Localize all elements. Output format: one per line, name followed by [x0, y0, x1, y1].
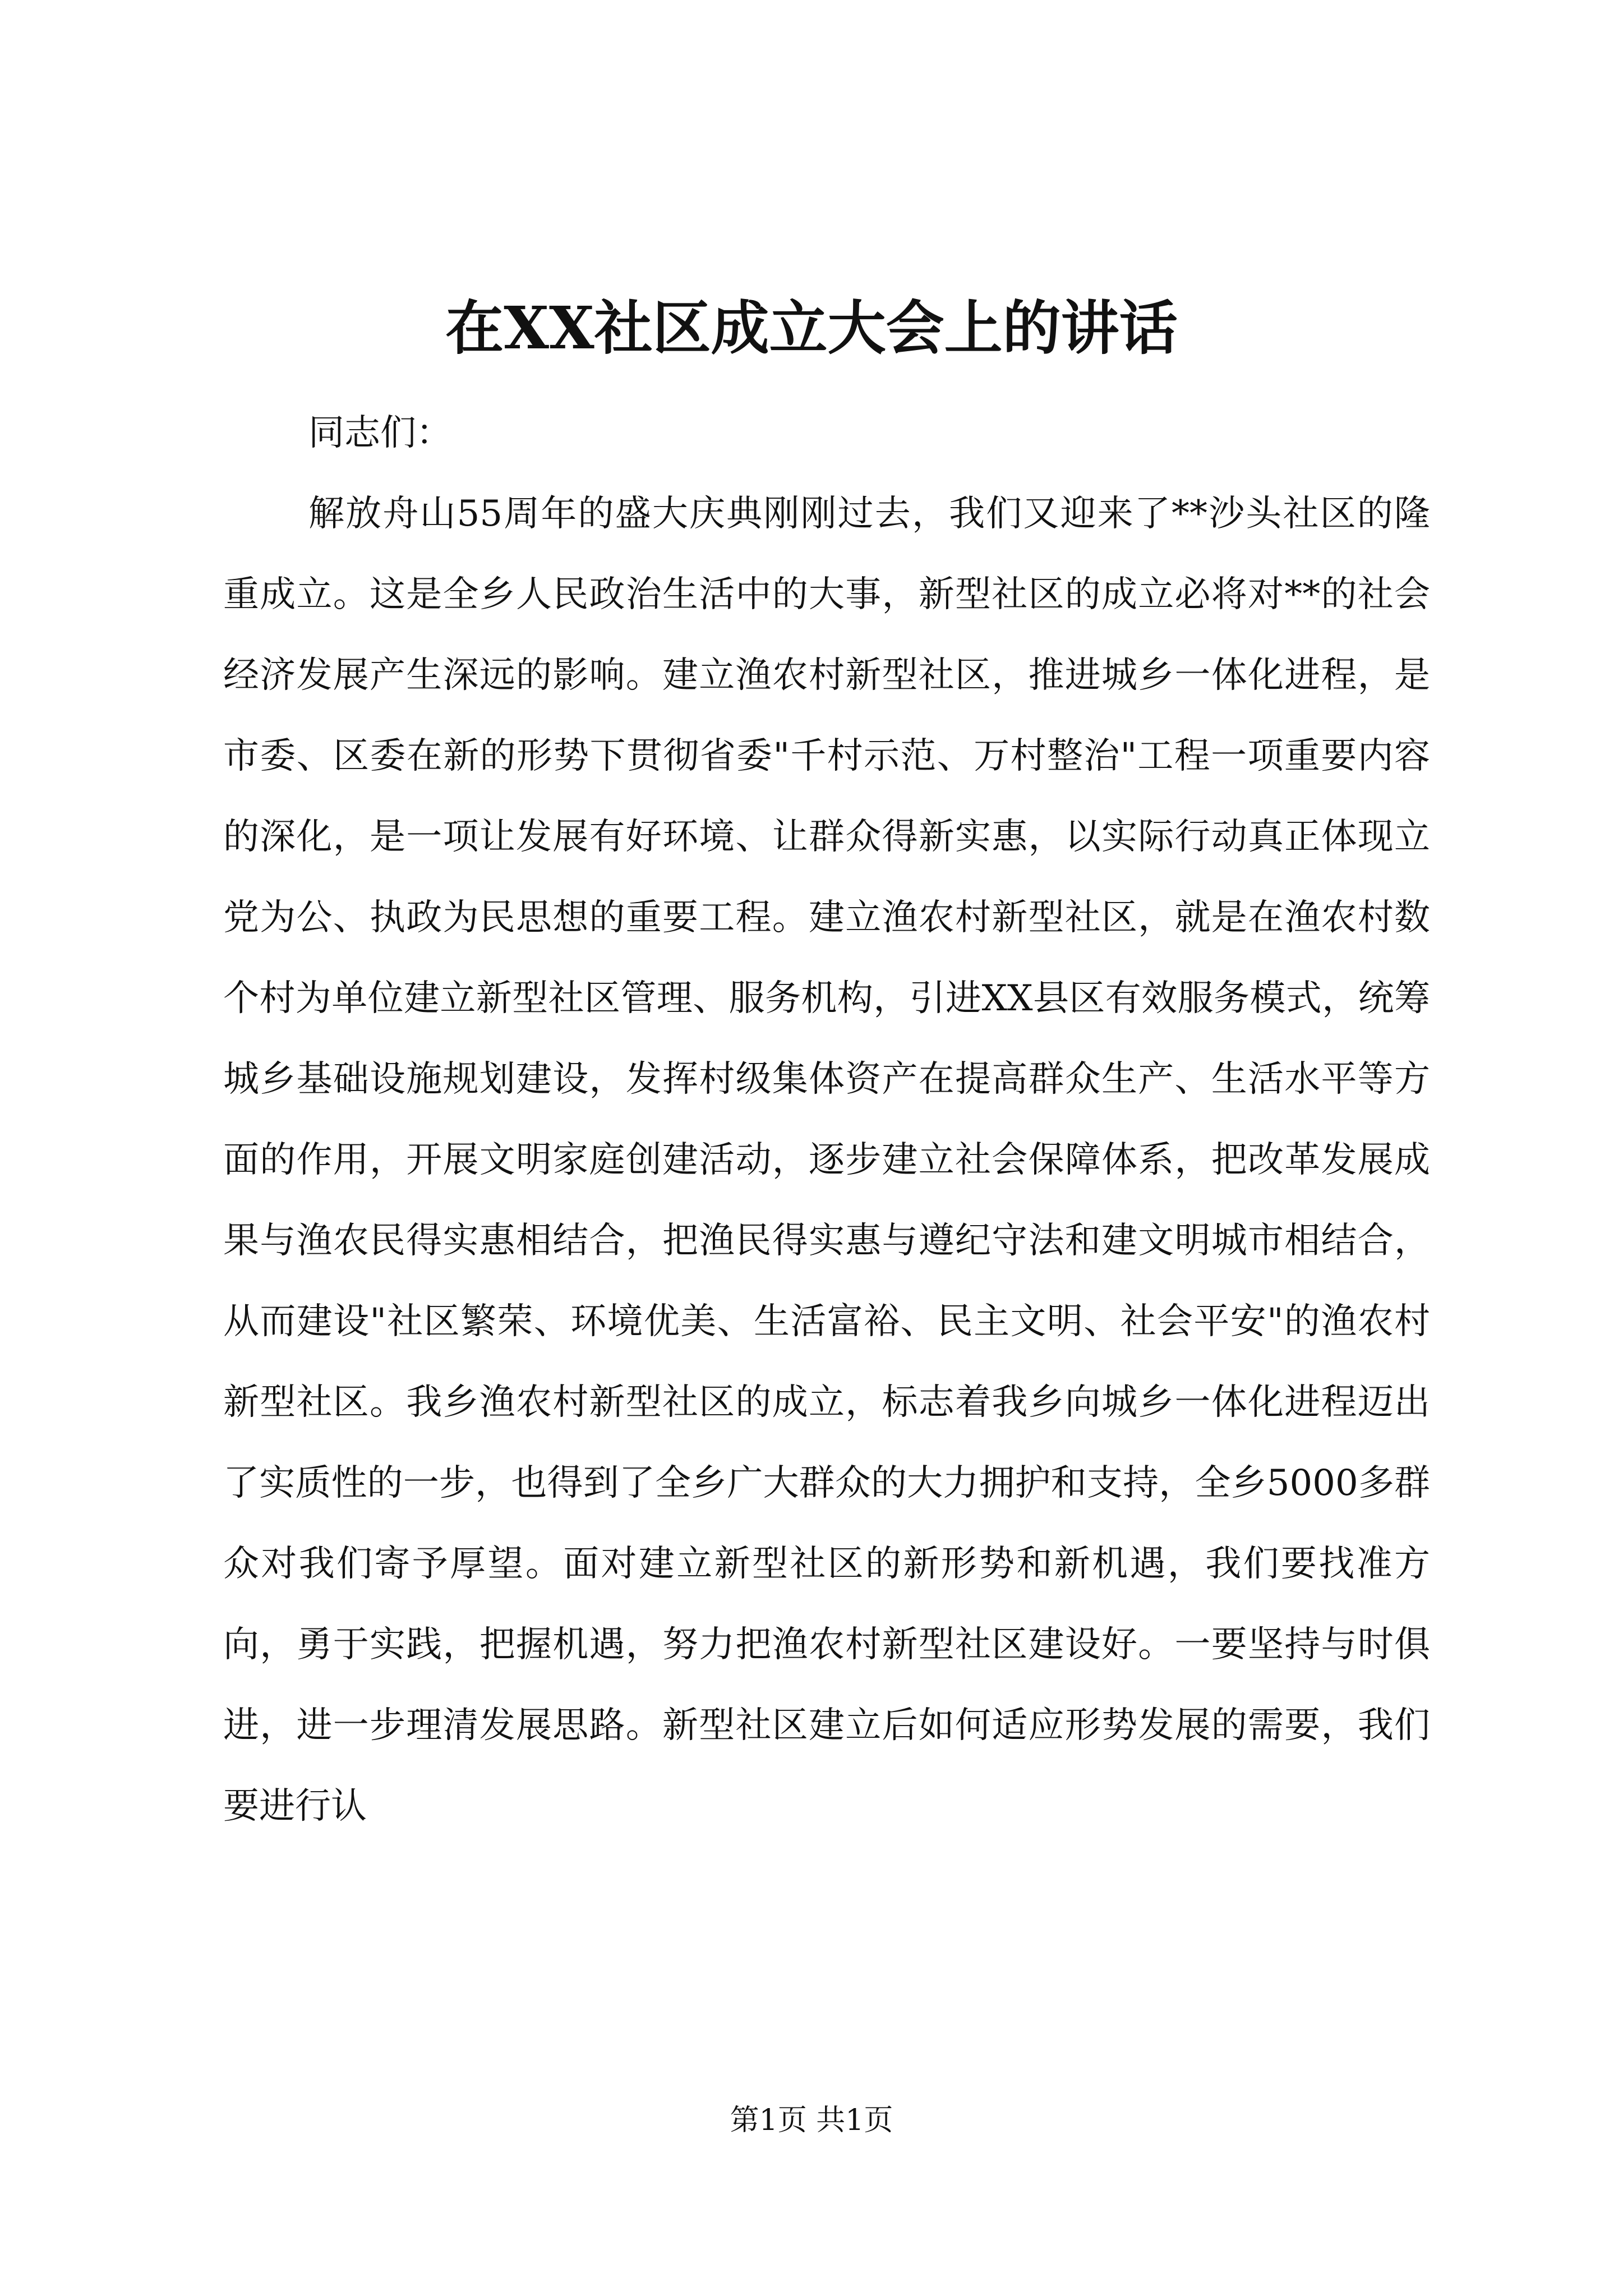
- body-paragraph: 解放舟山55周年的盛大庆典刚刚过去，我们又迎来了**沙头社区的隆重成立。这是全乡人民政治生活中的大事，新型社区的成立必将对**的社会经济发展产生深远的影响。建立渔农村新型社区，推进城乡一体化进程，是市委、区委在新的形势下贯彻省委"千村示范、万村整治"工程一项重要内容的深化，是一项让发展有好环境、让群众得新实惠，以实际行动真正体现立党为公、执政为民思想的重要工程。建立渔农村新型社区，就是在渔农村数个村为单位建立新型社区管理、服务机构，引进XX县区有效服务模式，统筹城乡基础设施规划建设，发挥村级集体资产在提高群众生产、生活水平等方面的作用，开展文明家庭创建活动，逐步建立社会保障体系，把改革发展成果与渔农民得实惠相结合，把渔民得实惠与遵纪守法和建文明城市相结合，从而建设"社区繁荣、环境优美、生活富裕、民主文明、社会平安"的渔农村新型社区。我乡渔农村新型社区的成立，标志着我乡向城乡一体化进程迈出了实质性的一步，也得到了全乡广大群众的大力拥护和支持，全乡5000多群众对我们寄予厚望。面对建立新型社区的新形势和新机遇，我们要找准方向，勇于实践，把握机遇，努力把渔农村新型社区建设好。一要坚持与时俱进，进一步理清发展思路。新型社区建立后如何适应形势发展的需要，我们要进行认: [223, 493, 1430, 1827]
- document-title: 在XX社区成立大会上的讲话: [445, 293, 1178, 362]
- salutation: 同志们：: [308, 412, 452, 454]
- document-body: [223, 393, 1430, 1847]
- page-footer: 第1页 共1页: [730, 2104, 893, 2137]
